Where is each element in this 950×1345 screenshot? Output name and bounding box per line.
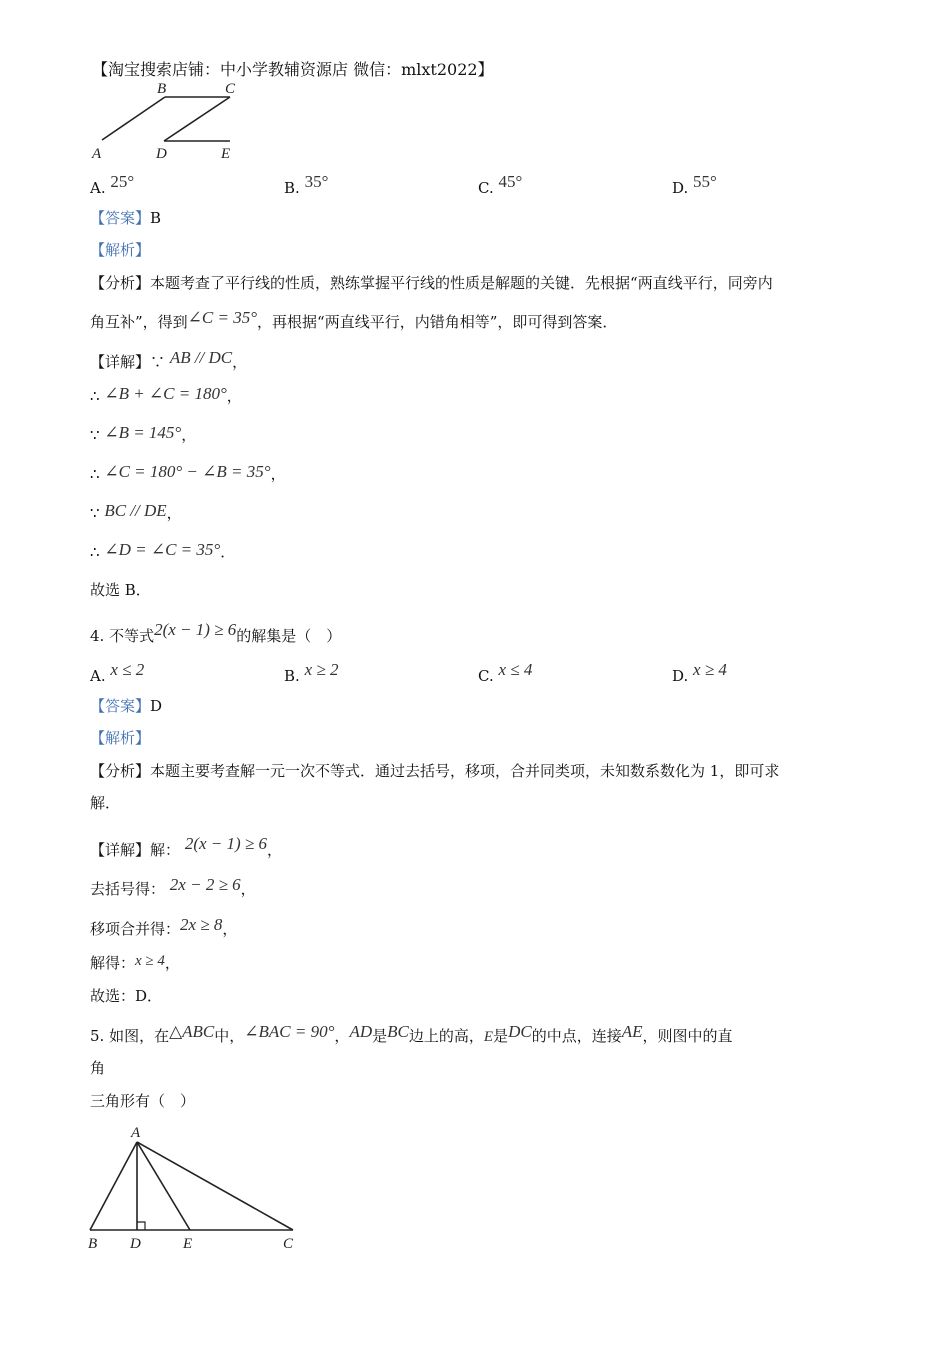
q3-option-d [672, 172, 717, 198]
fig2-label-C: C [283, 1236, 294, 1252]
q4-answer [90, 696, 162, 716]
fig2-label-E: E [183, 1236, 193, 1252]
q3-step-2: ∴ ∠B + ∠C = 180°， [90, 384, 242, 405]
fig1-label-C: C [225, 81, 236, 97]
option-value: 55° [693, 172, 717, 191]
q4-option-b [284, 660, 339, 686]
q3-option-c [478, 172, 523, 198]
fig1-label-B: B [157, 81, 167, 97]
option-value: 35° [304, 172, 329, 191]
q4-option-c [478, 660, 533, 686]
q3-answer [90, 208, 161, 228]
option-value: x ≤ 2 [110, 660, 145, 679]
q5-stem-line1: 5. 如图，在△ABC中，∠BAC = 90°，AD是BC边上的高，E是DC的中点，连接AE，则图中的直 [90, 1022, 733, 1045]
answer-tag: 【答案】 [90, 697, 151, 715]
option-value: x ≥ 4 [693, 660, 727, 679]
answer-tag: 【答案】 [90, 209, 151, 227]
fig1-label-D: D [156, 146, 167, 162]
option-value: x ≤ 4 [498, 660, 533, 679]
q3-option-b [284, 172, 329, 198]
q4-step-1: 去括号得： 2x − 2 ≥ 6， [90, 875, 256, 898]
figure-parallel-lines [88, 80, 248, 162]
xiangjie-tag: 【详解】 [90, 841, 151, 859]
option-letter: B. [284, 179, 300, 197]
option-letter: C. [478, 667, 494, 685]
q4-fenxi-line1: 【分析】本题主要考查解一元一次不等式．通过去括号，移项，合并同类项，未知数系数化为 1，即可求 [90, 762, 780, 780]
fig1-label-E: E [221, 146, 231, 162]
q4-xiangjie: 【详解】解： 2(x − 1) ≥ 6， [90, 834, 282, 859]
figure-right-triangle [84, 1120, 304, 1255]
q4-stem-math: 2(x − 1) ≥ 6 [154, 620, 237, 639]
option-value: 45° [498, 172, 523, 191]
fenxi-text: 本题考查了平行线的性质，熟练掌握平行线的性质是解题的关键．先根据“两直线平行，同旁内 [150, 274, 773, 292]
xiangjie-tag: 【详解】 [90, 353, 151, 371]
q3-step-1: 【详解】∵ AB // DC， [90, 348, 248, 371]
q3-step-5: ∵ BC // DE， [90, 501, 182, 522]
option-letter: D. [672, 179, 689, 197]
option-value: x ≥ 2 [304, 660, 339, 679]
q3-conclusion: 故选 B． [90, 581, 151, 599]
option-letter: A. [90, 179, 106, 197]
q3-step-4: ∴ ∠C = 180° − ∠B = 35°， [90, 462, 286, 483]
option-value: 25° [110, 172, 135, 191]
q4-stem: 4. 不等式2(x − 1) ≥ 6的解集是（ ） [90, 620, 342, 645]
q3-option-a [90, 172, 135, 198]
fenxi-tag: 【分析】 [90, 762, 151, 780]
fenxi-tag: 【分析】 [90, 274, 151, 292]
option-letter: B. [284, 667, 300, 685]
q5-stem-line2: 角 [90, 1059, 106, 1077]
q5-stem-line3: 三角形有（ ） [90, 1092, 196, 1110]
q4-option-a [90, 660, 145, 686]
q4-fenxi-line2: 解． [90, 794, 121, 812]
fig1-label-A: A [92, 146, 102, 162]
q3-step-6: ∴ ∠D = ∠C = 35°． [90, 540, 236, 561]
q3-fenxi-line2: 角互补”，得到∠C = 35°，再根据“两直线平行，内错角相等”，即可得到答案． [90, 308, 618, 331]
fig2-label-A: A [131, 1125, 141, 1141]
answer-value: B [150, 209, 162, 227]
fenxi-math: ∠C = 35° [187, 308, 258, 327]
fig2-label-B: B [88, 1236, 98, 1252]
q4-conclusion: 故选：D． [90, 987, 163, 1005]
answer-value: D [150, 697, 163, 715]
q3-step-3: ∵ ∠B = 145°， [90, 423, 197, 444]
q4-step-2: 移项合并得：2x ≥ 8， [90, 915, 238, 938]
fig2-label-D: D [130, 1236, 141, 1252]
q4-option-d [672, 660, 727, 686]
header-banner: 【淘宝搜索店铺：中小学教辅资源店 微信：mlxt2022】 [92, 60, 494, 79]
option-letter: C. [478, 179, 494, 197]
option-letter: A. [90, 667, 106, 685]
q4-step-3: 解得：x ≥ 4， [90, 953, 180, 972]
q4-jiexi-tag: 【解析】 [90, 729, 151, 747]
option-letter: D. [672, 667, 689, 685]
q3-fenxi-line1 [90, 273, 773, 293]
q3-jiexi-tag: 【解析】 [90, 241, 151, 259]
